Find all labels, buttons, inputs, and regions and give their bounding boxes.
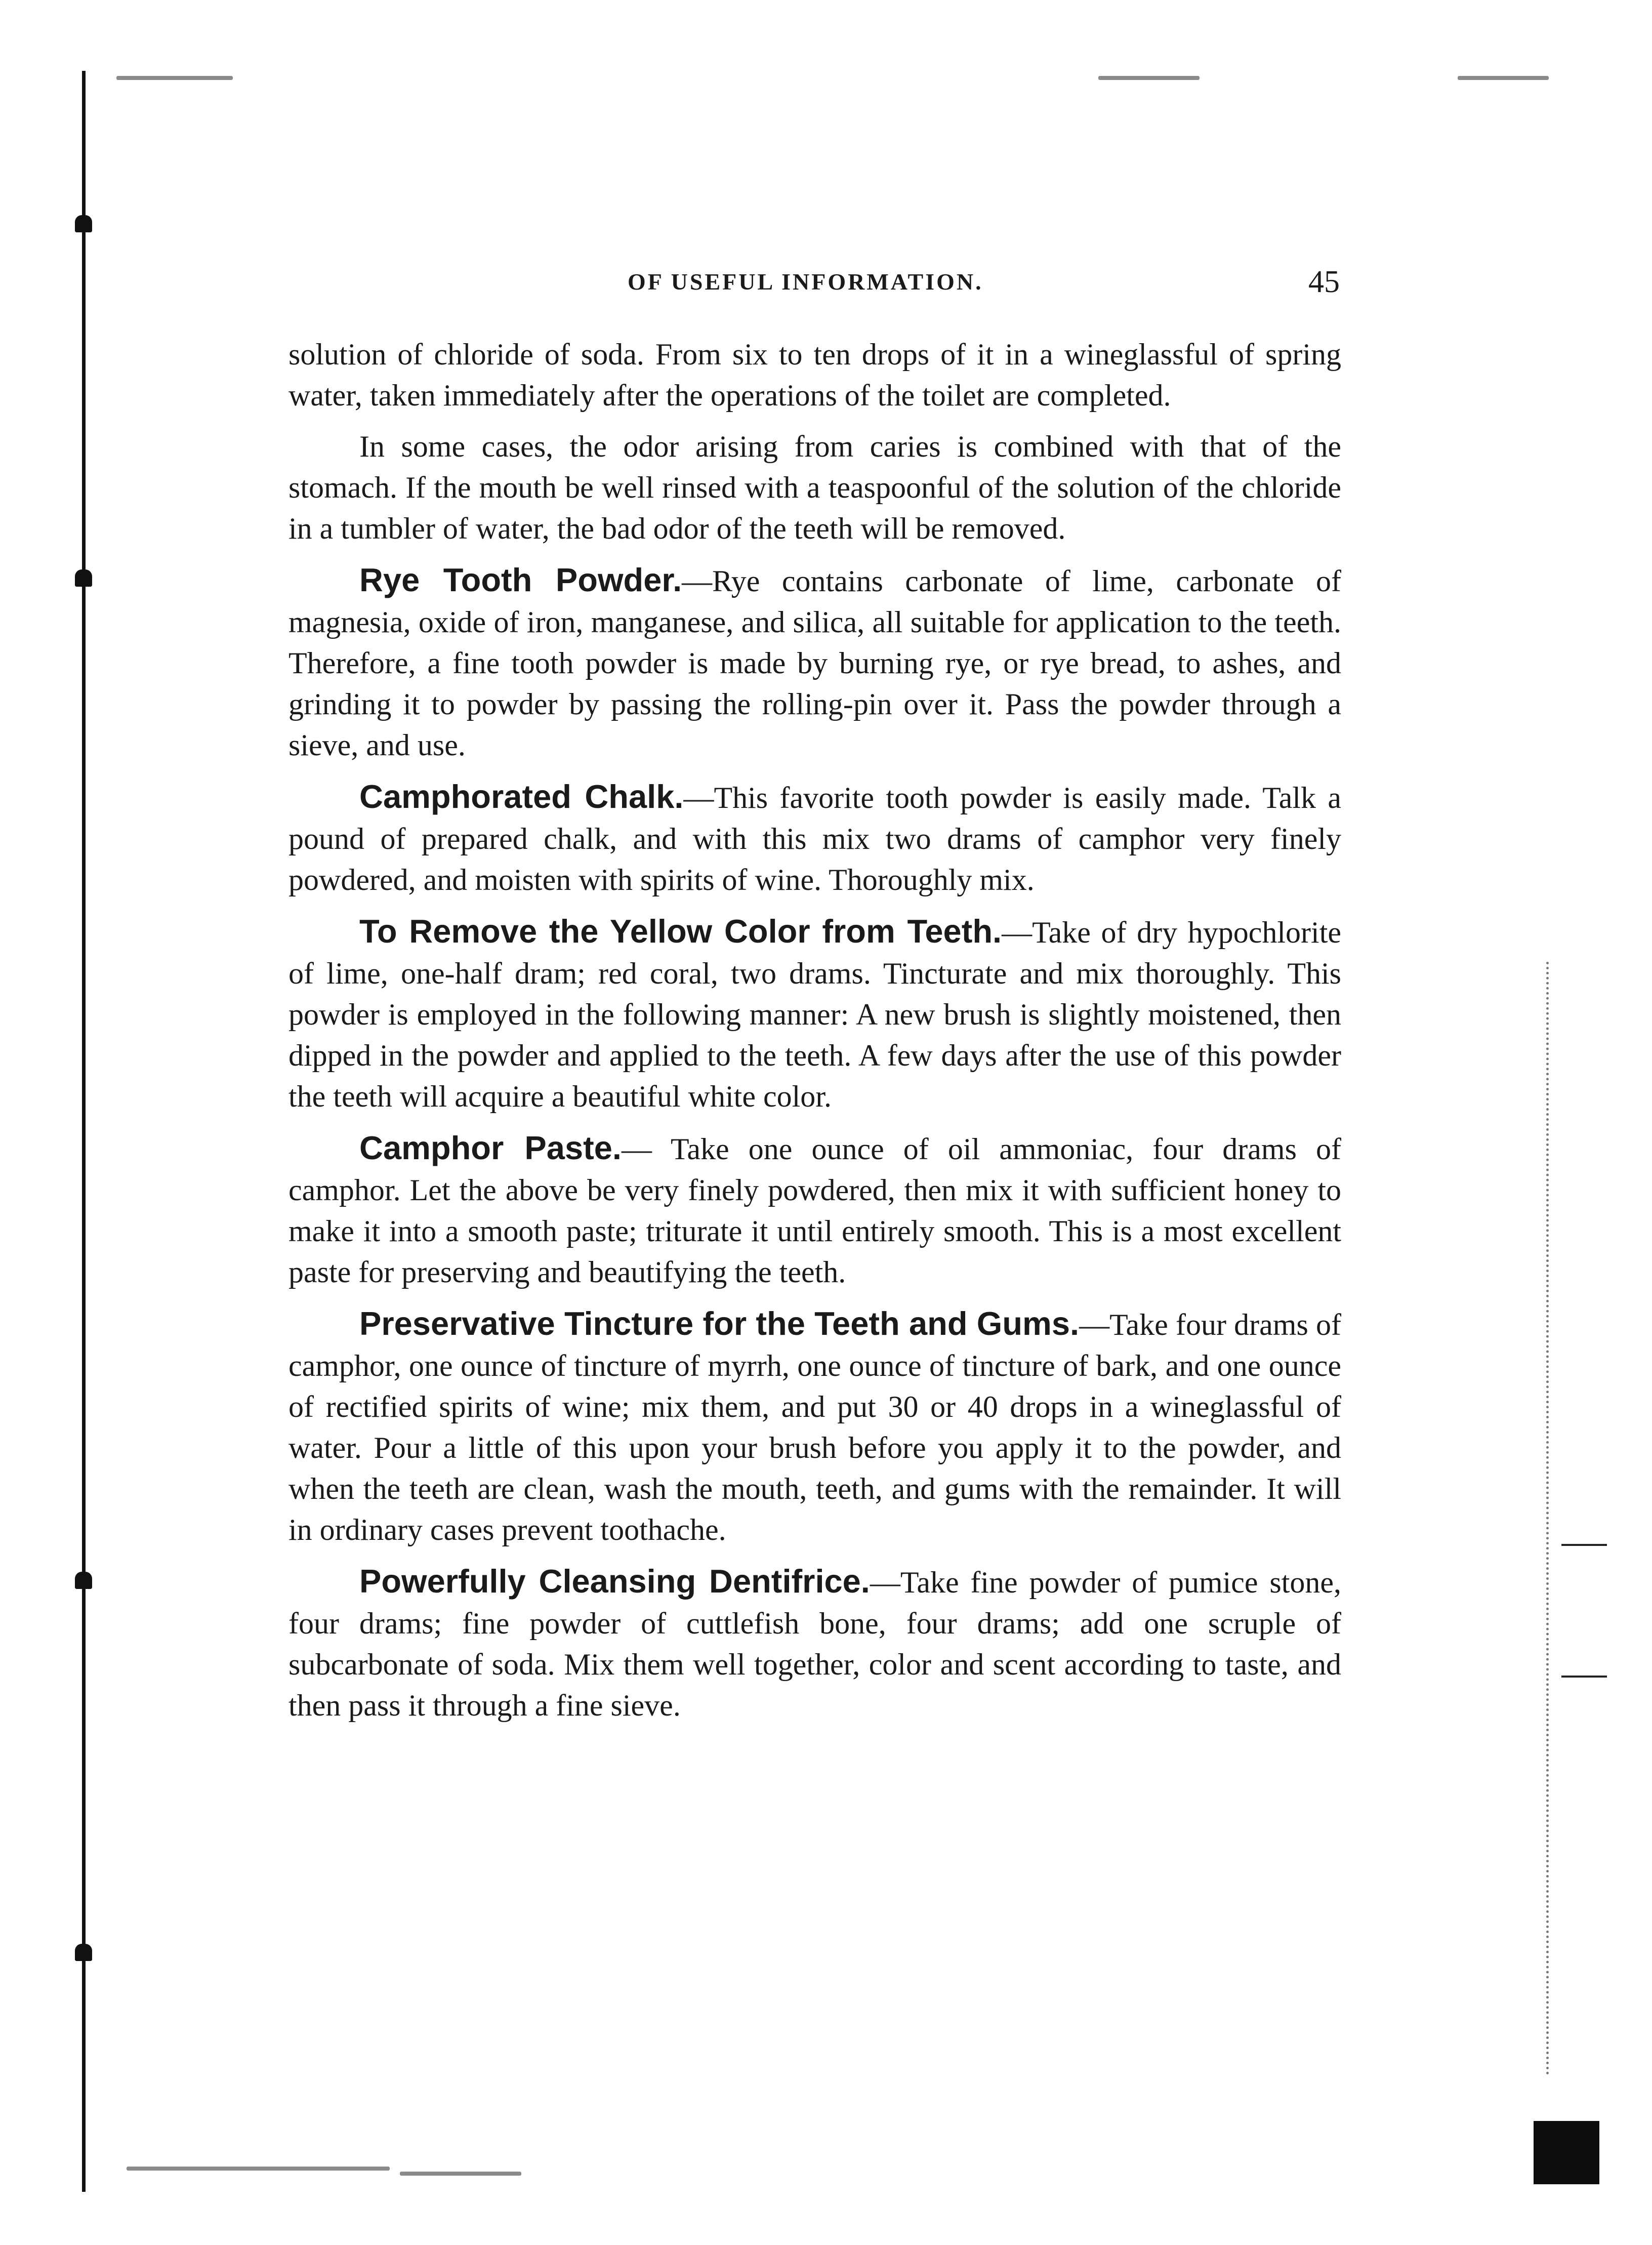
scan-noise [400, 2172, 521, 2176]
recipe-text: —Take of dry hypochlorite of lime, one-half dram; red coral, two drams. Tincturate and mix thoroughly. This powder is employed in the following manner: A new brush is slightly moistened, then dipped in the powder and applied to the teeth. A few days after the use of this powder the teeth will acquire a beautiful white color. [288, 916, 1341, 1113]
recipe-text: — Take one ounce of oil ammoniac, four drams of camphor. Let the above be very finely powdered, then mix it with sufficient honey to make it into a smooth paste; triturate it until entirely smooth. This is a most excellent paste for preserving and beautifying the teeth. [288, 1132, 1341, 1289]
recipe-preservative-tincture [288, 1303, 1341, 1550]
recipe-text: —Take four drams of camphor, one ounce of tincture of myrrh, one ounce of tincture of bark, and one ounce of rectified spirits of wine; mix them, and put 30 or 40 drops in a wineglassful of water. Pour a little of this upon your brush before you apply it to the powder, and when the teeth are clean, wash the mouth, teeth, and gums with the remainder. It will in ordinary cases prevent toothache. [288, 1308, 1342, 1546]
scan-edge-dash [1561, 1544, 1607, 1546]
recipe-cleansing-dentifrice [288, 1561, 1341, 1726]
running-title: OF USEFUL INFORMATION. [628, 269, 983, 295]
page-number: 45 [1308, 265, 1340, 299]
recipe-text: —This favorite tooth powder is easily made. Talk a pound of prepared chalk, and with this mix two drams of camphor very finely powdered, and moisten with spirits of wine. Thoroughly mix. [288, 781, 1341, 896]
binding-mark [75, 1572, 92, 1589]
scan-noise [127, 2167, 390, 2171]
recipe-heading: Camphorated Chalk. [359, 778, 684, 815]
recipe-heading: Rye Tooth Powder. [359, 561, 682, 598]
body-text [288, 334, 1341, 1736]
binding-mark [75, 215, 92, 232]
scan-edge-block [1534, 2121, 1599, 2184]
recipe-rye-tooth-powder [288, 559, 1341, 766]
scan-edge-dash [1561, 1676, 1607, 1678]
scan-edge-strip [1546, 962, 1551, 2075]
binding-mark [75, 1944, 92, 1961]
scan-noise [1458, 76, 1549, 80]
scan-noise [116, 76, 233, 80]
recipe-camphorated-chalk [288, 776, 1341, 901]
recipe-heading: Preservative Tincture for the Teeth and Gums. [359, 1305, 1080, 1342]
recipe-remove-yellow-color [288, 911, 1341, 1117]
recipe-heading: Camphor Paste. [359, 1129, 622, 1166]
recipe-camphor-paste [288, 1127, 1341, 1293]
binding-edge-line [82, 71, 86, 2192]
recipe-heading: Powerfully Cleansing Dentifrice. [359, 1563, 870, 1600]
paragraph [288, 426, 1341, 549]
recipe-text: —Rye contains carbonate of lime, carbonate of magnesia, oxide of iron, manganese, and silica, all suitable for application to the teeth. Therefore, a fine tooth powder is made by burning rye, or rye bread, to ashes, and grinding it to powder by passing the rolling-pin over it. Pass the powder through a sieve, and use. [288, 564, 1341, 762]
paragraph-text: solution of chloride of soda. From six to ten drops of it in a wineglassful of spring water, taken immediately after the operations of the toilet are completed. [288, 338, 1341, 412]
recipe-heading: To Remove the Yellow Color from Teeth. [359, 913, 1002, 950]
scan-noise [1098, 76, 1200, 80]
running-head [0, 265, 1652, 304]
paragraph [288, 334, 1341, 416]
binding-mark [75, 569, 92, 587]
recipe-text: —Take fine powder of pumice stone, four drams; fine powder of cuttlefish bone, four drams; add one scruple of subcarbonate of soda. Mix them well together, color and scent according to taste, and then pass it through a fine sieve. [288, 1566, 1342, 1722]
paragraph-text: In some cases, the odor arising from caries is combined with that of the stomach. If the mouth be well rinsed with a teaspoonful of the solution of the chloride in a tumbler of water, the bad odor of the teeth will be removed. [288, 430, 1341, 545]
